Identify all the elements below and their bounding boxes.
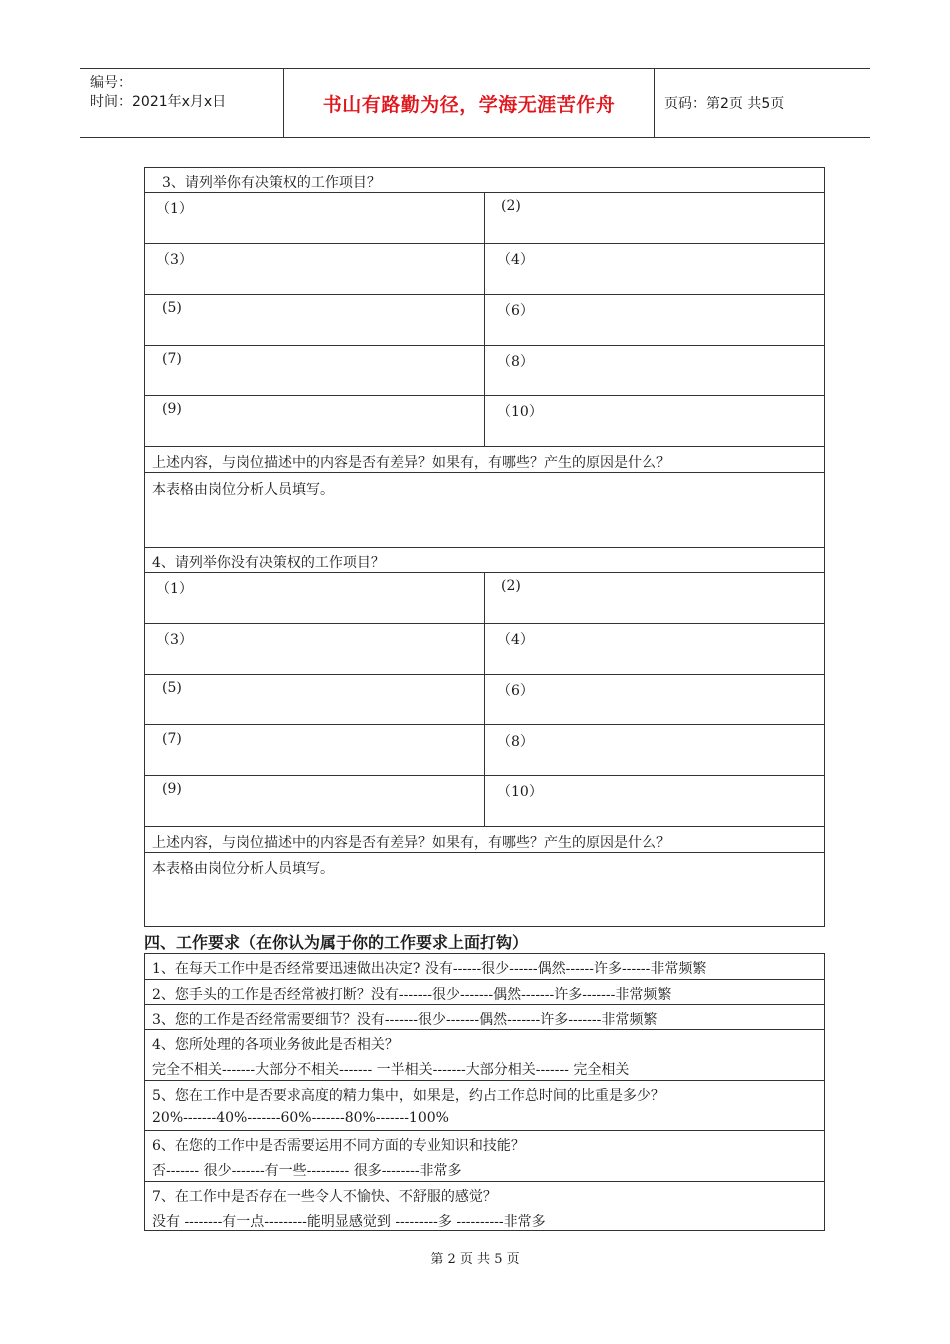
column-divider bbox=[484, 572, 485, 826]
section3-question: 上述内容，与岗位描述中的内容是否有差异？如果有，有哪些？产生的原因是什么？ bbox=[152, 455, 670, 471]
divider bbox=[144, 1029, 825, 1030]
section3-item: （1） bbox=[156, 201, 193, 217]
requirement-q1[interactable]: 1、在每天工作中是否经常要迅速做出决定? 没有------很少------偶然------许多------非常频繁 bbox=[152, 961, 707, 977]
section4-item: (9) bbox=[162, 781, 182, 797]
requirement-q4-title: 4、您所处理的各项业务彼此是否相关？ bbox=[152, 1037, 399, 1053]
section3-item: （10） bbox=[497, 404, 543, 420]
divider bbox=[144, 1130, 825, 1131]
divider bbox=[144, 472, 825, 473]
section4-item: （10） bbox=[497, 784, 543, 800]
section4-item: （8） bbox=[497, 734, 534, 750]
page-footer: 第 2 页 共 5 页 bbox=[430, 1252, 520, 1267]
section4-item: (5) bbox=[162, 680, 182, 696]
divider bbox=[144, 1080, 825, 1081]
section3-item: (9) bbox=[162, 401, 182, 417]
section4-item: （4） bbox=[497, 632, 534, 648]
page-info: 页码：第2页 共5页 bbox=[664, 96, 785, 112]
requirement-q7-title: 7、在工作中是否存在一些令人不愉快、不舒服的感觉？ bbox=[152, 1189, 497, 1205]
work-requirements-title: 四、工作要求（在你认为属于你的工作要求上面打钩） bbox=[144, 933, 529, 952]
section4-note: 本表格由岗位分析人员填写。 bbox=[152, 861, 334, 877]
divider bbox=[144, 826, 825, 827]
section4-item: （6） bbox=[497, 683, 534, 699]
requirement-q4-scale[interactable]: 完全不相关-------大部分不相关------- 一半相关-------大部分相关------- 完全相关 bbox=[152, 1062, 630, 1078]
divider bbox=[144, 852, 825, 853]
section3-note: 本表格由岗位分析人员填写。 bbox=[152, 482, 334, 498]
requirement-q5-scale[interactable]: 20%-------40%-------60%-------80%-------100% bbox=[152, 1110, 449, 1126]
section3-title: 3、请列举你有决策权的工作项目？ bbox=[162, 175, 381, 191]
section3-item: (7) bbox=[162, 351, 182, 367]
section4-item: （3） bbox=[156, 632, 193, 648]
section4-item: (2) bbox=[501, 578, 521, 594]
document-header bbox=[80, 68, 870, 138]
section4-item: (7) bbox=[162, 731, 182, 747]
divider bbox=[144, 446, 825, 447]
header-meta bbox=[80, 69, 284, 137]
section3-item: (2) bbox=[501, 198, 521, 214]
section4-question: 上述内容，与岗位描述中的内容是否有差异？如果有，有哪些？产生的原因是什么？ bbox=[152, 835, 670, 851]
divider bbox=[144, 1181, 825, 1182]
requirement-q7-scale[interactable]: 没有 --------有一点---------能明显感觉到 ---------多 ----------非常多 bbox=[152, 1214, 546, 1230]
requirement-q6-title: 6、在您的工作中是否需要运用不同方面的专业知识和技能？ bbox=[152, 1138, 525, 1154]
requirement-q6-scale[interactable]: 否------- 很少-------有一些--------- 很多--------非常多 bbox=[152, 1163, 462, 1179]
requirement-q5-title: 5、您在工作中是否要求高度的精力集中，如果是，约占工作总时间的比重是多少？ bbox=[152, 1088, 665, 1104]
requirement-q2[interactable]: 2、您手头的工作是否经常被打断？没有-------很少-------偶然-------许多-------非常频繁 bbox=[152, 987, 672, 1003]
divider bbox=[144, 1004, 825, 1005]
section4-item: （1） bbox=[156, 581, 193, 597]
divider bbox=[144, 979, 825, 980]
section3-item: （6） bbox=[497, 303, 534, 319]
column-divider bbox=[484, 192, 485, 446]
section3-item: (5) bbox=[162, 300, 182, 316]
section4-title: 4、请列举你没有决策权的工作项目？ bbox=[152, 555, 385, 571]
number-label: 编号： bbox=[90, 75, 132, 91]
motto: 书山有路勤为径，学海无涯苦作舟 bbox=[284, 69, 655, 137]
section3-item: （4） bbox=[497, 252, 534, 268]
section3-item: （3） bbox=[156, 252, 193, 268]
requirement-q3[interactable]: 3、您的工作是否经常需要细节？没有-------很少-------偶然-------许多-------非常频繁 bbox=[152, 1012, 658, 1028]
time-label: 时间：2021年x月x日 bbox=[90, 94, 227, 110]
section3-item: （8） bbox=[497, 354, 534, 370]
